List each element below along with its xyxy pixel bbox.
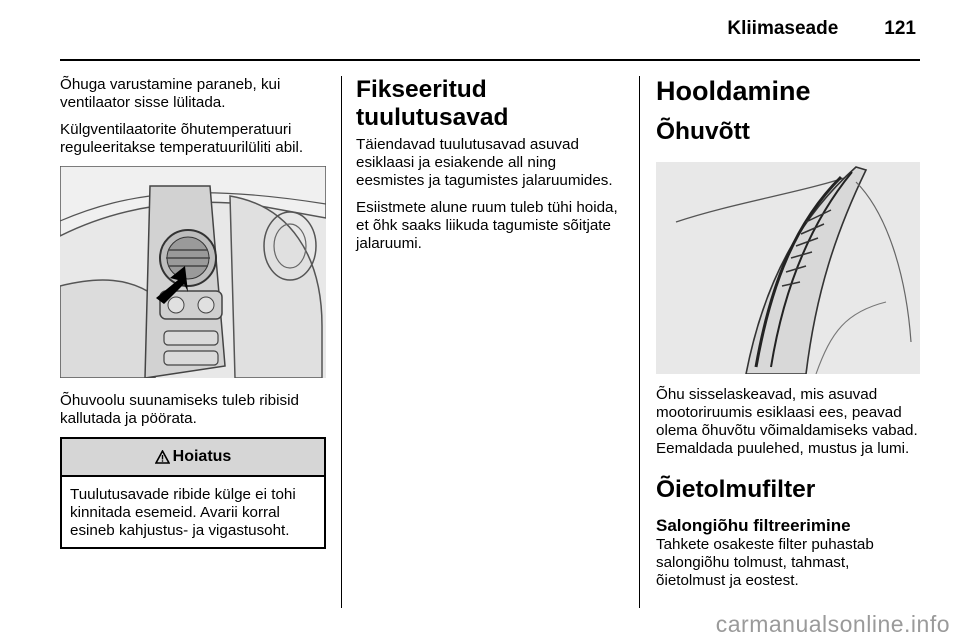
air-intake-illustration: [656, 162, 920, 374]
paragraph: Külgventilaatorite õhutemperatuuri reguleeritakse temperatuurilüliti abil.: [60, 121, 304, 156]
column-middle: [356, 76, 626, 262]
page-number: 121: [884, 18, 916, 39]
chapter-heading: Hooldamine: [656, 76, 811, 106]
warning-box: [60, 437, 326, 549]
warning-text: Tuulutusavade ribide külge ei tohi kinnitada esemeid. Avarii korral esineb kahjustus- ja vigastusoht.: [70, 486, 296, 539]
header-rule: [60, 59, 920, 61]
column-left: [60, 76, 326, 549]
paragraph: Täiendavad tuulutusavad asuvad esiklaasi ja esiakende all ning eesmistes ja tagumistes jalaruumides.: [356, 136, 613, 189]
paragraph: Õhu sisselaskeavad, mis asuvad mootoriruumis esiklaasi ees, peavad olema õhuvõtu võimaldamiseks vabad. Eemaldada puulehed, mustus ja lumi.: [656, 386, 918, 457]
subsection-heading: Salongiõhu filtreerimine: [656, 516, 851, 535]
column-divider: [639, 76, 640, 608]
header-title: Kliimaseade: [727, 18, 839, 39]
column-divider: [341, 76, 342, 608]
watermark: carmanualsonline.info: [715, 611, 950, 637]
section-heading: Õhuvõtt: [656, 118, 750, 145]
paragraph: Esiistmete alune ruum tuleb tühi hoida, et õhk saaks liikuda tagumiste sõitjate jalaruumi.: [356, 199, 618, 252]
paragraph: Õhuvoolu suunamiseks tuleb ribisid kallutada ja pöörata.: [60, 392, 299, 427]
paragraph: Tahkete osakeste filter puhastab salongiõhu tolmust, tahmast, õietolmust ja eostest.: [656, 536, 874, 589]
side-vent-illustration: [60, 166, 326, 378]
warning-triangle-icon: [155, 450, 170, 464]
paragraph: Õhuga varustamine paraneb, kui ventilaator sisse lülitada.: [60, 76, 281, 111]
warning-header: [62, 439, 324, 477]
section-heading: Õietolmufilter: [656, 476, 816, 503]
section-heading: Fikseeritud tuulutusavad: [356, 76, 509, 131]
page-header: [727, 18, 916, 40]
column-right: [656, 76, 920, 599]
warning-title: Hoiatus: [172, 448, 232, 465]
